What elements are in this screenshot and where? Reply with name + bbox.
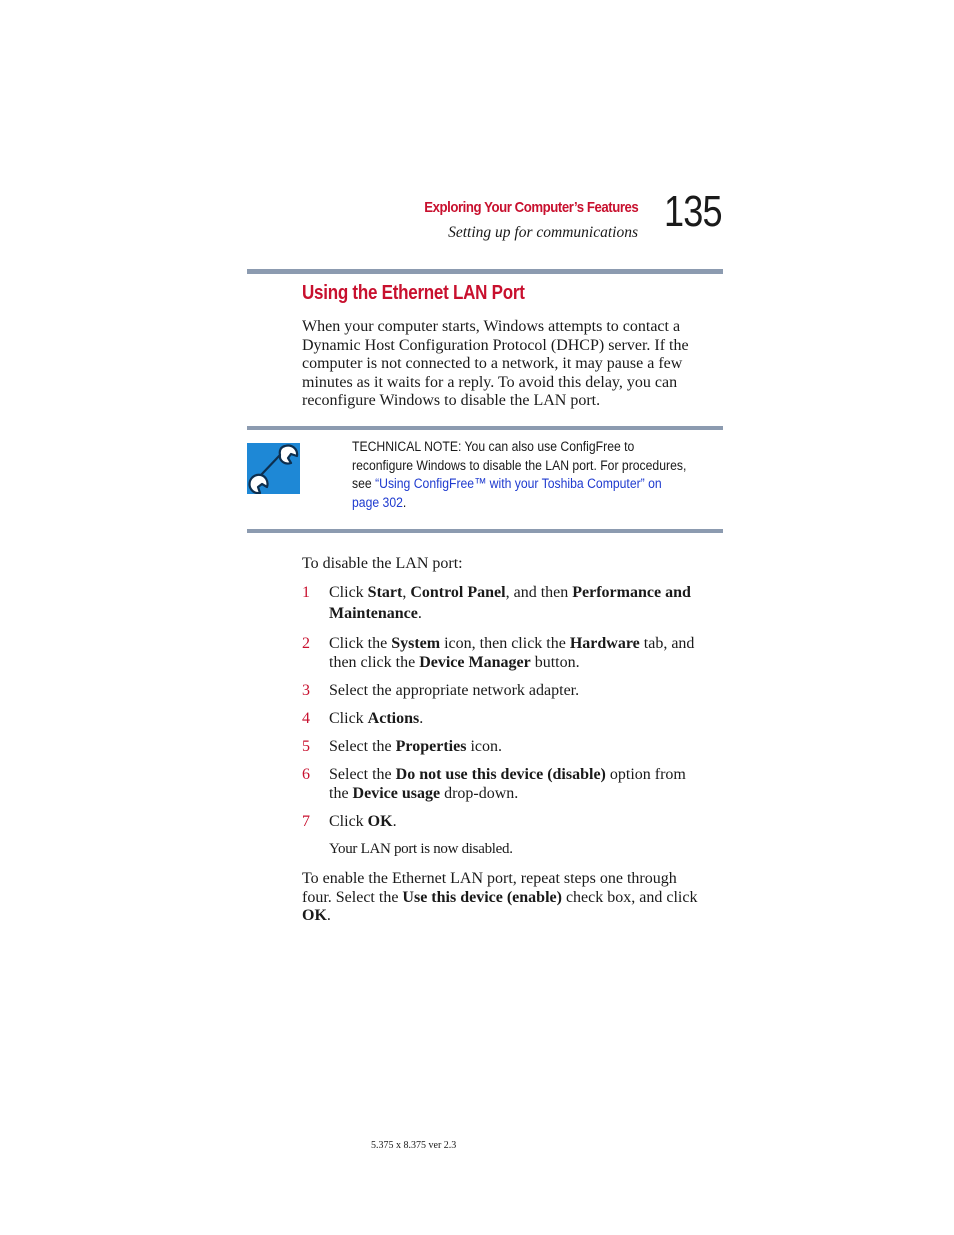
wrench-icon: [247, 443, 300, 494]
intro-line: reconfigure Windows to disable the LAN port.: [302, 392, 601, 410]
configfree-link[interactable]: “Using ConfigFree™ with your Toshiba Computer” on: [375, 476, 662, 493]
step-text: Click Actions.: [329, 710, 424, 727]
step-number: 4: [302, 710, 310, 727]
section-title: Using the Ethernet LAN Port: [302, 282, 525, 304]
intro-line: minutes as it waits for a reply. To avoid this delay, you can: [302, 373, 678, 391]
closing-paragraph: [302, 870, 724, 926]
step-text: Select the Properties icon.: [329, 738, 502, 755]
step-text: Click OK.: [329, 813, 397, 830]
note-line: [352, 494, 724, 513]
section-divider: [247, 269, 723, 274]
step-text: Select the Do not use this device (disable) option from the Device usage drop-down.: [329, 766, 686, 802]
intro-line: When your computer starts, Windows attempts to contact a: [302, 318, 681, 335]
note-text-fragment: .: [402, 494, 407, 511]
note-bottom-rule: [247, 529, 723, 533]
note-line: TECHNICAL NOTE: You can also use ConfigFree to: [352, 439, 635, 455]
note-line: [352, 475, 724, 494]
closing-line: To enable the Ethernet LAN port, repeat steps one through: [302, 870, 677, 887]
step-number: 5: [302, 738, 310, 755]
chapter-title: Exploring Your Computer’s Features: [423, 199, 638, 216]
step-text: Select the appropriate network adapter.: [329, 682, 580, 699]
intro-line: computer is not connected to a network, it may pause a few: [302, 355, 683, 373]
note-text-fragment: see: [352, 476, 376, 493]
technical-note: [352, 438, 724, 512]
step-number: 2: [302, 635, 310, 652]
closing-line: OK.: [302, 907, 331, 925]
print-spec-footer: 5.375 x 8.375 ver 2.3: [371, 1140, 457, 1151]
step-text: Click Start, Control Panel, and then Performance and Maintenance.: [329, 584, 691, 622]
note-top-rule: [247, 426, 723, 430]
intro-paragraph: [302, 318, 724, 411]
step-text: Click the System icon, then click the Hardware tab, and then click the Device Manager button.: [329, 635, 695, 671]
step-result: Your LAN port is now disabled.: [329, 841, 513, 857]
section-subtitle: Setting up for communications: [448, 224, 638, 241]
step-number: 7: [302, 813, 310, 830]
intro-line: Dynamic Host Configuration Protocol (DHCP) server. If the: [302, 336, 689, 354]
note-line: reconfigure Windows to disable the LAN port. For procedures,: [352, 457, 687, 474]
page-number: 135: [664, 187, 722, 236]
page-302-link[interactable]: page 302: [352, 494, 403, 511]
closing-line: four. Select the Use this device (enable) check box, and click: [302, 888, 698, 906]
step-number: 3: [302, 682, 310, 699]
procedure-lead: To disable the LAN port:: [302, 555, 463, 572]
step-number: 6: [302, 766, 310, 783]
step-number: 1: [302, 584, 310, 601]
